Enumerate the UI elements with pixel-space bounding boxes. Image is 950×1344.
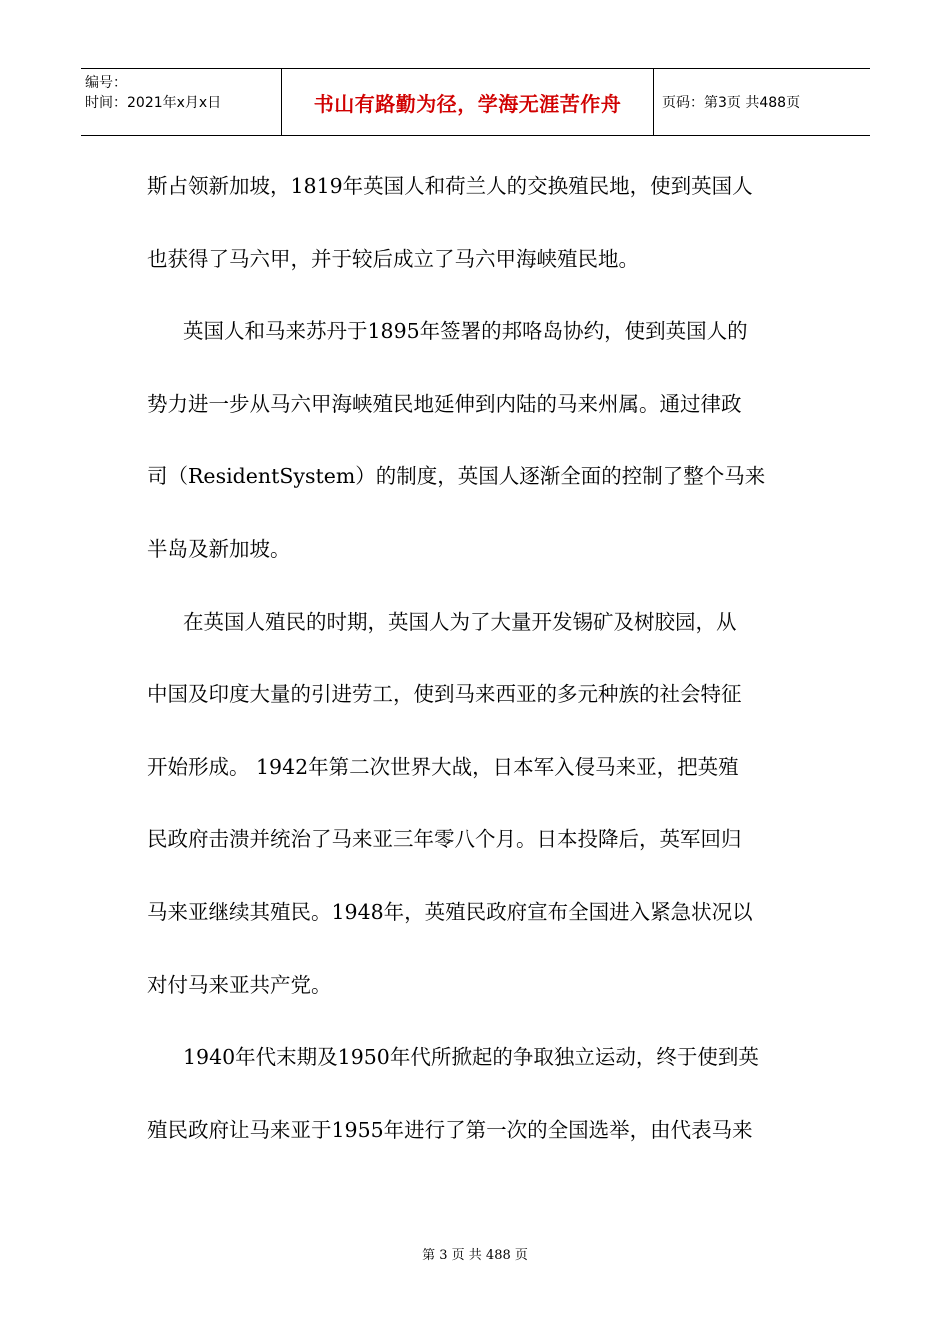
page-footer: 第 3 页 共 488 页 bbox=[422, 1248, 528, 1263]
header-motto-cell bbox=[282, 69, 654, 135]
number-label: 编号： bbox=[85, 75, 127, 91]
text-line: 半岛及新加坡。 bbox=[147, 536, 291, 561]
text-line: 殖民政府让马来亚于1955年进行了第一次的全国选举，由代表马来 bbox=[147, 1117, 753, 1142]
text-line: 开始形成。 1942年第二次世界大战，日本军入侵马来亚，把英殖 bbox=[147, 754, 739, 779]
text-line: 势力进一步从马六甲海峡殖民地延伸到内陆的马来州属。通过律政 bbox=[147, 391, 742, 416]
text-line: 司（ResidentSystem）的制度，英国人逐渐全面的控制了整个马来 bbox=[147, 464, 766, 489]
text-line: 中国及印度大量的引进劳工，使到马来西亚的多元种族的社会特征 bbox=[147, 682, 742, 707]
text-line: 1940年代末期及1950年代所掀起的争取独立运动，终于使到英 bbox=[183, 1045, 759, 1070]
motto: 书山有路勤为径，学海无涯苦作舟 bbox=[313, 91, 622, 116]
document-body bbox=[147, 150, 807, 1166]
document-header bbox=[81, 68, 870, 136]
text-line: 英国人和马来苏丹于1895年签署的邦咯岛协约，使到英国人的 bbox=[183, 319, 748, 344]
page-label: 页码：第3页 共488页 bbox=[662, 95, 801, 111]
text-line: 斯占领新加坡，1819年英国人和荷兰人的交换殖民地，使到英国人 bbox=[147, 174, 753, 198]
text-line: 马来亚继续其殖民。1948年，英殖民政府宣布全国进入紧急状况以 bbox=[147, 899, 753, 924]
text-line: 对付马来亚共产党。 bbox=[147, 972, 332, 997]
text-line: 也获得了马六甲，并于较后成立了马六甲海峡殖民地。 bbox=[147, 246, 639, 271]
text-line: 在英国人殖民的时期，英国人为了大量开发锡矿及树胶园，从 bbox=[183, 609, 737, 634]
header-meta-cell bbox=[81, 69, 282, 135]
header-page-cell bbox=[654, 69, 870, 135]
time-label: 时间：2021年x月x日 bbox=[85, 95, 222, 111]
text-line: 民政府击溃并统治了马来亚三年零八个月。日本投降后，英军回归 bbox=[147, 827, 742, 852]
